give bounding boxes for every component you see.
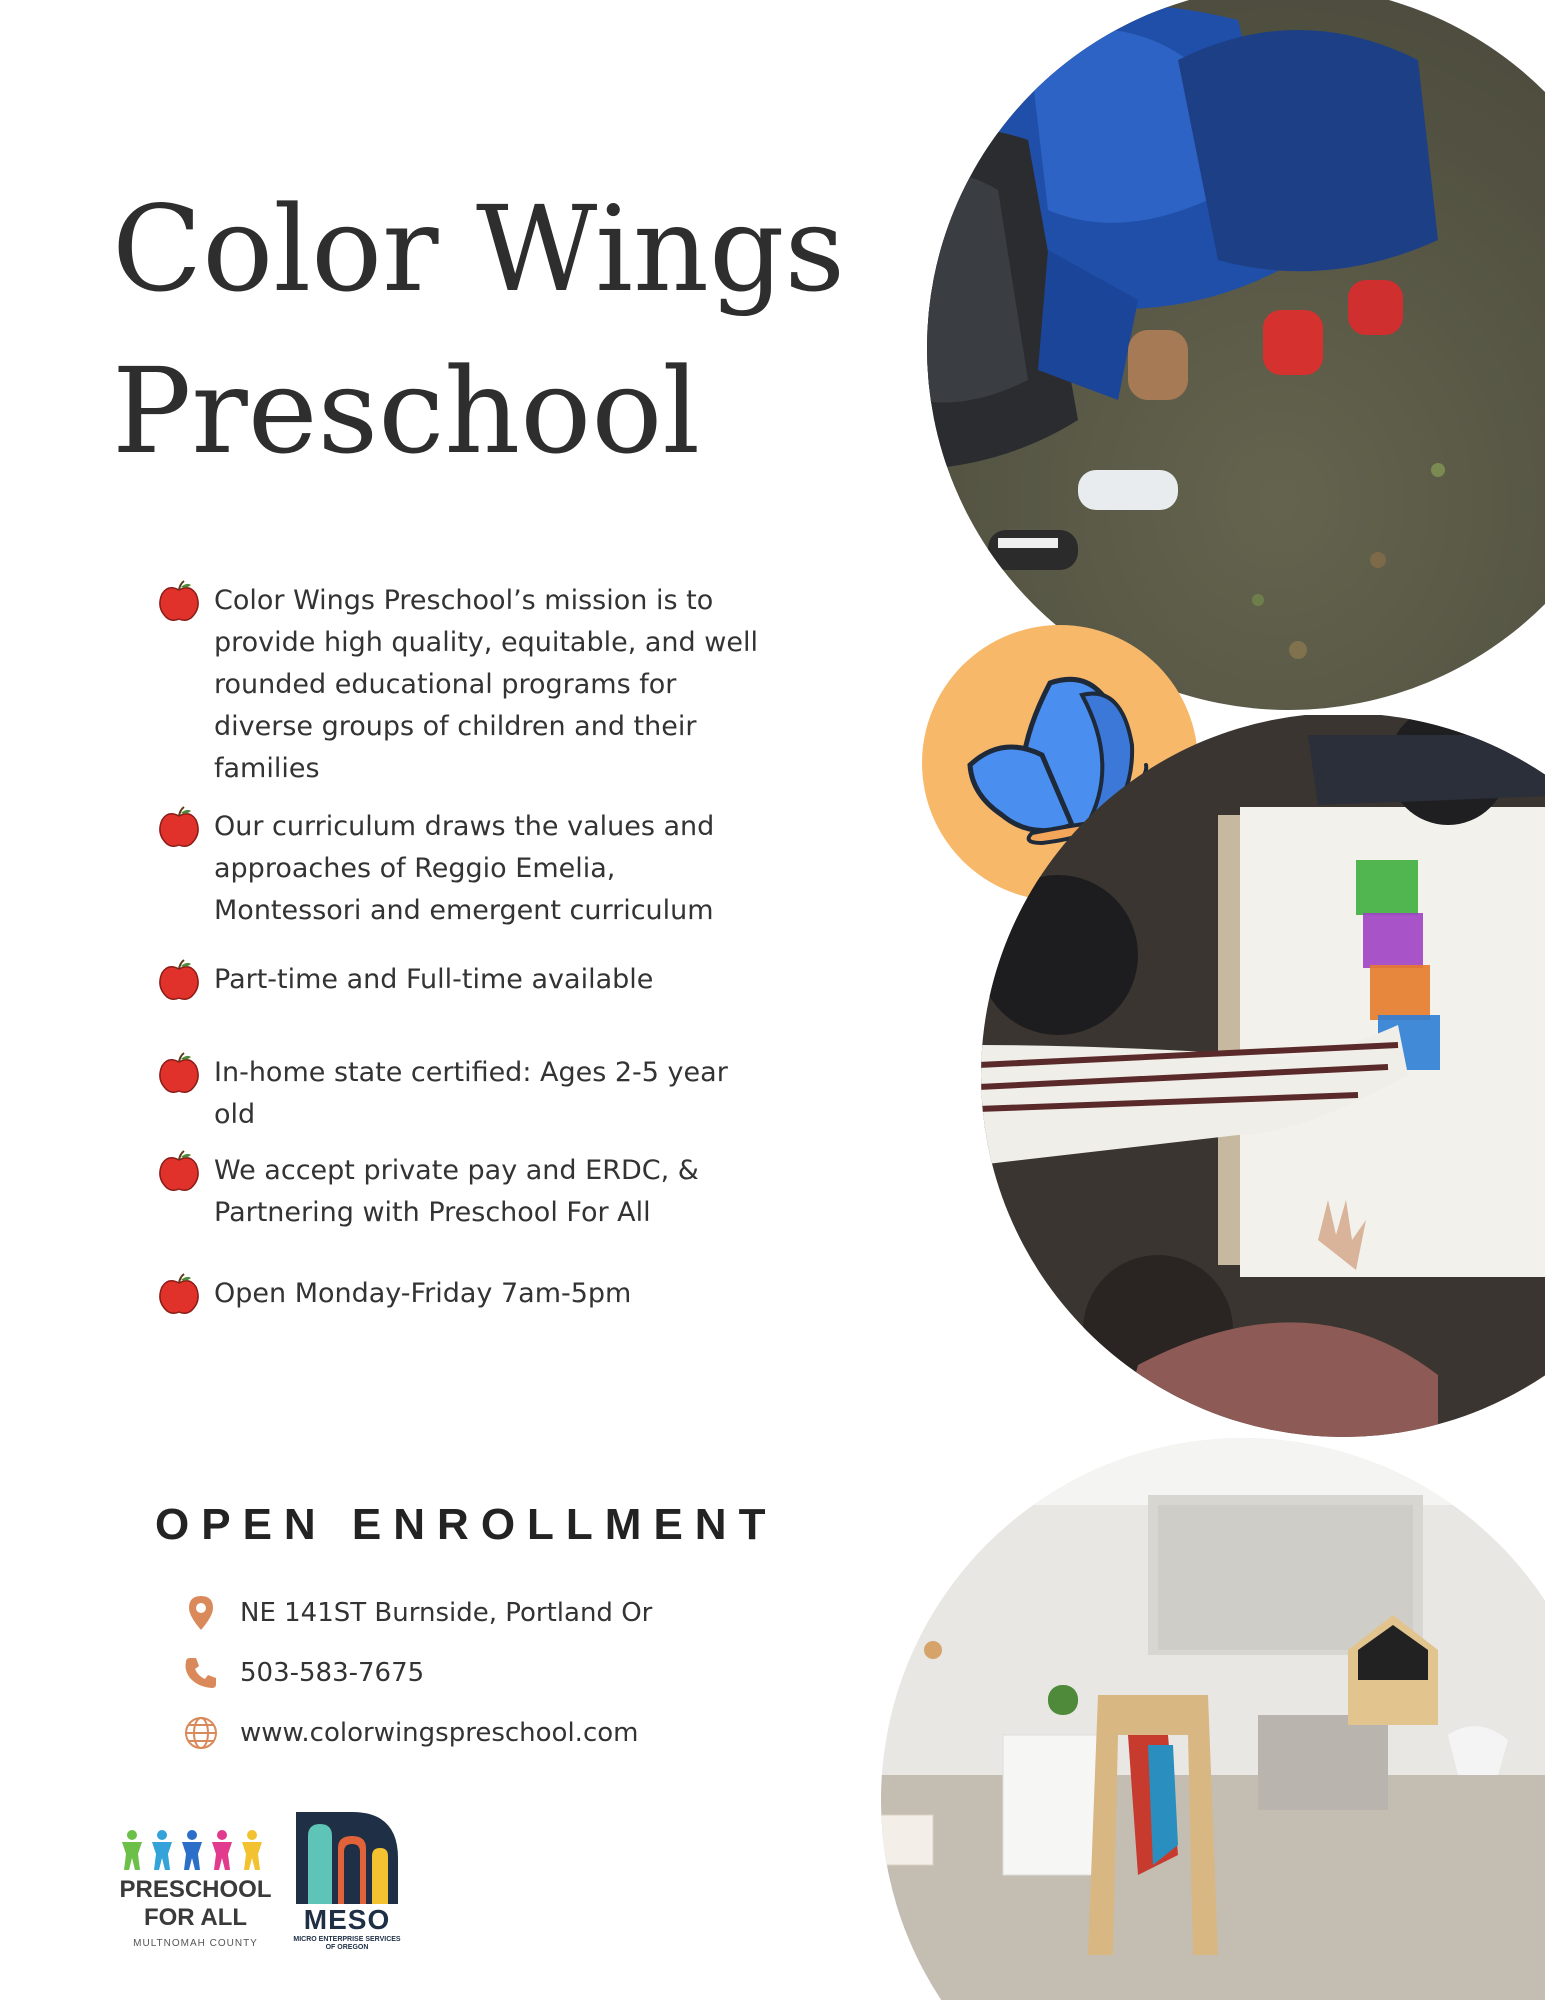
photo-classroom	[848, 1435, 1545, 2000]
photo-light-table	[978, 715, 1545, 1440]
bullet-text: We accept private pay and ERDC, & Partnering with Preschool For All	[214, 1155, 699, 1228]
apple-icon	[156, 804, 202, 850]
website-link[interactable]: www.colorwingspreschool.com	[240, 1718, 639, 1748]
bullet-text: In-home state certified: Ages 2-5 year old	[214, 1057, 728, 1130]
list-item	[156, 580, 774, 790]
globe-icon	[182, 1714, 220, 1752]
location-pin-icon	[182, 1594, 220, 1632]
logo-subtitle: MULTNOMAH COUNTY	[133, 1938, 258, 1949]
logo-line-1: PRESCHOOL	[119, 1876, 272, 1903]
preschool-for-all-logo	[108, 1828, 283, 1953]
enrollment-heading: OPEN ENROLLMENT	[155, 1500, 778, 1549]
meso-name: MESO	[303, 1904, 391, 1935]
apple-icon	[156, 578, 202, 624]
phone-row	[182, 1654, 424, 1692]
apple-icon	[156, 957, 202, 1003]
page-title	[112, 168, 872, 492]
list-item	[156, 1052, 774, 1136]
title-line-1: Color Wings	[112, 180, 846, 318]
apple-icon	[156, 1148, 202, 1194]
bullet-text: Color Wings Preschool’s mission is to provide high quality, equitable, and well rounded educational programs for diverse groups of children and their families	[214, 585, 758, 784]
list-item	[156, 806, 774, 932]
apple-icon	[156, 1271, 202, 1317]
list-item	[156, 959, 774, 1003]
website-row	[182, 1714, 638, 1752]
address-text: NE 141ST Burnside, Portland Or	[240, 1598, 653, 1628]
phone-icon	[182, 1654, 220, 1692]
children-figures-icon	[118, 1828, 278, 1872]
apple-icon	[156, 1050, 202, 1096]
bullet-text: Our curriculum draws the values and approaches of Reggio Emelia, Montessori and emergent curriculum	[214, 811, 715, 926]
photo-children-outdoors	[878, 0, 1545, 715]
list-item	[156, 1150, 774, 1234]
address-row	[182, 1594, 652, 1632]
preschool-for-all-title	[108, 1876, 283, 1932]
list-item	[156, 1273, 774, 1317]
logo-line-2: FOR ALL	[143, 1904, 248, 1931]
bullet-text: Open Monday-Friday 7am-5pm	[214, 1278, 632, 1309]
meso-subtitle: MICRO ENTERPRISE SERVICES OF OREGON	[293, 1936, 401, 1951]
title-line-2: Preschool	[112, 342, 701, 480]
phone-text[interactable]: 503-583-7675	[240, 1658, 425, 1688]
bullet-text: Part-time and Full-time available	[214, 964, 654, 995]
meso-logo	[292, 1808, 402, 1958]
meso-arch-icon	[292, 1808, 402, 1904]
